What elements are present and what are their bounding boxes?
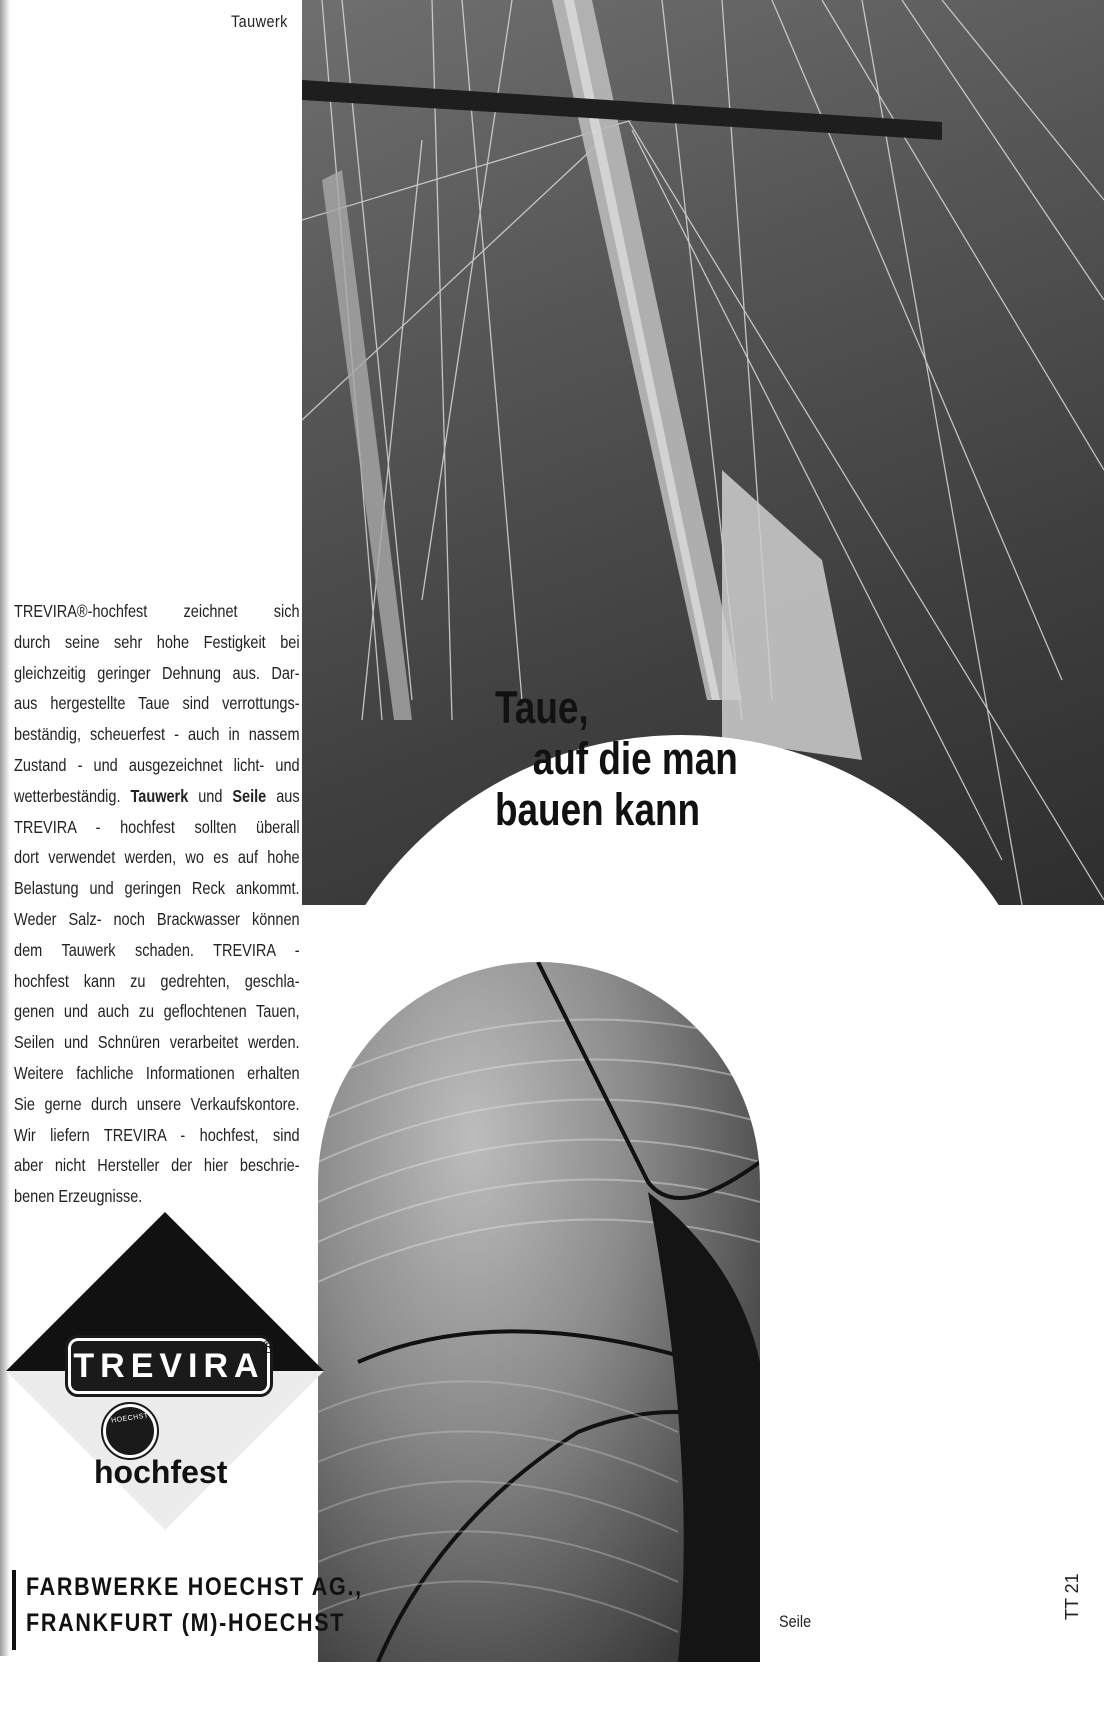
body-line: dem Tauwerk schaden. TREVIRA - [14, 939, 300, 960]
body-line-bold: wetterbeständig. Tauwerk und Seile aus [14, 785, 300, 806]
body-line: durch seine sehr hohe Festigkeit bei [14, 631, 300, 652]
body-line: dort verwendet werden, wo es auf hohe [14, 847, 300, 868]
headline-line-2: auf die man [532, 733, 738, 784]
body-line: gleichzeitig geringer Dehnung aus. Dar- [14, 662, 300, 683]
body-line: TREVIRA - hochfest sollten überall [14, 816, 300, 837]
headline-line-1: Taue, [495, 682, 589, 733]
coiled-rope-photo [318, 962, 760, 1662]
logo-name: TREVIRA [68, 1338, 270, 1394]
body-line: Weder Salz- noch Brackwasser können [14, 908, 300, 929]
body-line: aus hergestellte Taue sind verrottungs- [14, 693, 300, 714]
registered-mark: ® [262, 1337, 276, 1357]
body-line: Zustand - und ausgezeichnet licht- und [14, 754, 300, 775]
headline-line-3: bauen kann [495, 784, 701, 835]
body-line: hochfest kann zu gedrehten, geschla- [14, 970, 300, 991]
company-line-2: FRANKFURT (M)-HOECHST [26, 1609, 346, 1637]
company-line-1: FARBWERKE HOECHST AG., [26, 1573, 363, 1601]
white-right-margin [1040, 905, 1104, 1656]
emblem-text: HOECHST [110, 1412, 150, 1425]
body-line: benen Erzeugnisse. [14, 1186, 143, 1207]
bold-tauwerk: Tauwerk [130, 785, 189, 806]
page-code: TT 21 [1062, 1573, 1082, 1620]
body-text [14, 596, 299, 1212]
bold-seile: Seile [232, 785, 267, 806]
company-bracket [12, 1570, 16, 1650]
headline [495, 682, 738, 835]
company-name [26, 1569, 363, 1641]
body-line: Belastung und geringen Reck ankommt. [14, 878, 300, 899]
body-line: Sie gerne durch unsere Verkaufskontore. [14, 1093, 300, 1114]
seile-caption: Seile [779, 1612, 812, 1631]
logo-subtitle: hochfest [94, 1454, 228, 1490]
body-line: Wir liefern TREVIRA - hochfest, sind [14, 1124, 300, 1145]
section-label: Tauwerk [231, 12, 288, 31]
body-line: Seilen und Schnüren verarbeitet werden. [14, 1032, 300, 1053]
body-line: Weitere fachliche Informationen erhalten [14, 1062, 300, 1083]
body-line: TREVIRA®-hochfest zeichnet sich [14, 601, 300, 621]
body-line: aber nicht Hersteller der hier beschrie- [14, 1155, 300, 1176]
body-line: genen und auch zu geflochtenen Tauen, [14, 1001, 300, 1022]
body-line: beständig, scheuerfest - auch in nassem [14, 724, 300, 745]
